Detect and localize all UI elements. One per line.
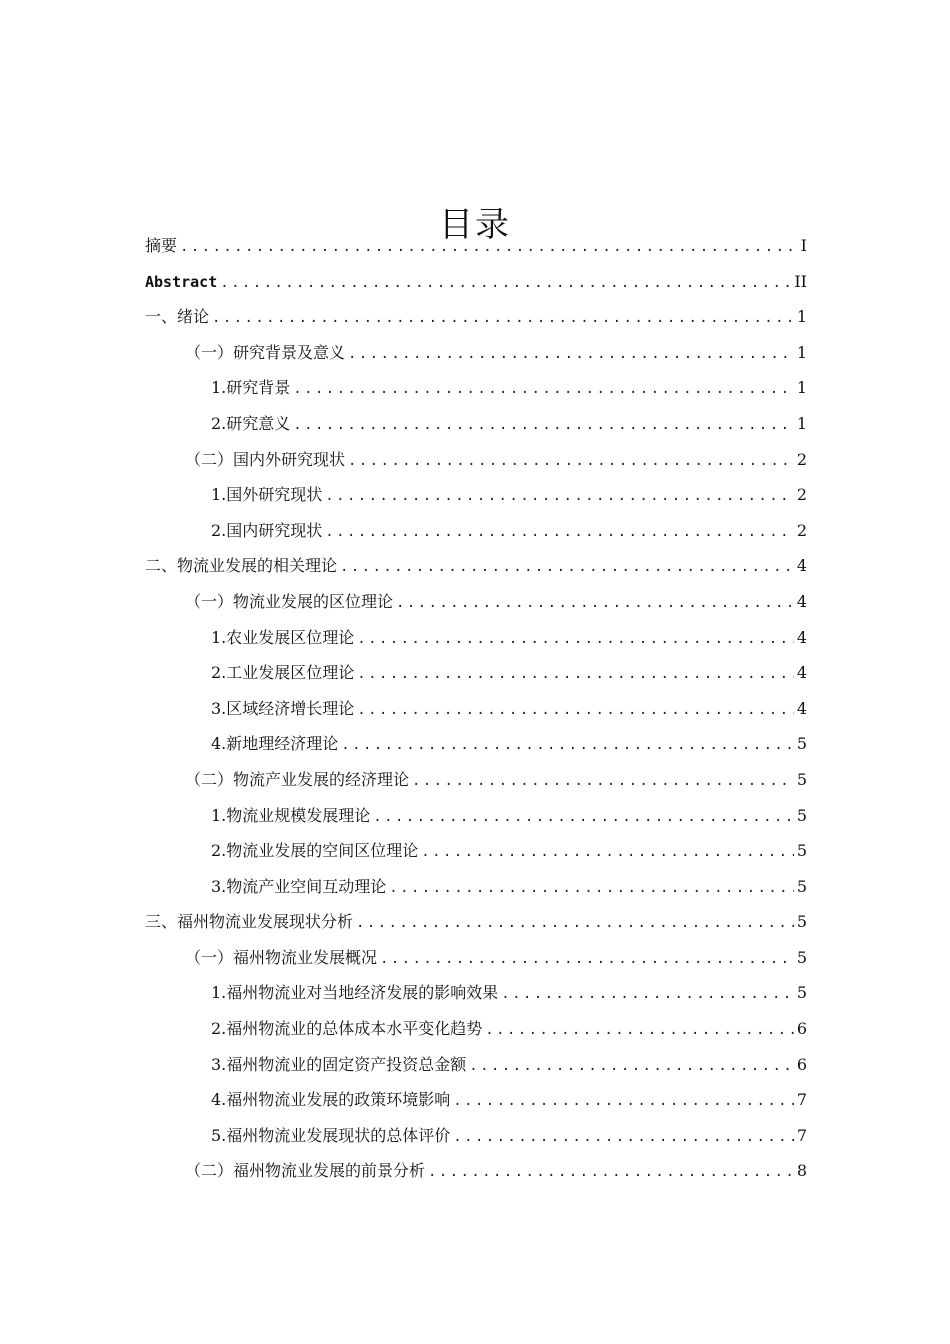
toc-entry-label: 4.福州物流业发展的政策环境影响 xyxy=(211,1090,451,1110)
dot-leader xyxy=(412,764,794,800)
toc-entry[interactable] xyxy=(145,940,807,976)
toc-entry-page-number: 2 xyxy=(796,520,807,540)
toc-entry-page-number: 2 xyxy=(796,485,807,505)
dot-leader xyxy=(325,479,794,515)
toc-entry[interactable] xyxy=(145,975,807,1011)
toc-entry-page-number: 5 xyxy=(796,805,807,825)
toc-entry-page-number: 2 xyxy=(796,449,807,469)
dot-leader xyxy=(396,586,794,622)
toc-entry-label: 二、物流业发展的相关理论 xyxy=(145,556,338,576)
dot-leader xyxy=(389,871,794,907)
toc-entry-page-number: 5 xyxy=(796,912,807,932)
dot-leader xyxy=(212,301,794,337)
toc-entry[interactable] xyxy=(145,584,807,620)
toc-entry-page-number: 8 xyxy=(796,1161,807,1181)
toc-entry-label: （二）国内外研究现状 xyxy=(185,449,346,469)
dot-leader xyxy=(357,622,794,658)
toc-entry-label: 一、绪论 xyxy=(145,307,210,327)
dot-leader xyxy=(356,906,794,942)
toc-entry-page-number: I xyxy=(800,236,807,255)
toc-entry-page-number: 5 xyxy=(796,734,807,754)
toc-entry-page-number: 7 xyxy=(796,1090,807,1110)
toc-entry-label: 3.福州物流业的固定资产投资总金额 xyxy=(211,1054,467,1074)
toc-entry[interactable] xyxy=(145,655,807,691)
dot-leader xyxy=(293,408,794,444)
toc-entry-label: 1.国外研究现状 xyxy=(211,485,323,505)
toc-entry-page-number: 1 xyxy=(796,307,807,327)
dot-leader xyxy=(453,1084,794,1120)
toc-entry-label: 2.国内研究现状 xyxy=(211,520,323,540)
toc-entry-page-number: 4 xyxy=(796,556,807,576)
dot-leader xyxy=(341,728,794,764)
toc-entry[interactable] xyxy=(145,798,807,834)
toc-entry-page-number: 1 xyxy=(796,378,807,398)
dot-leader xyxy=(293,372,794,408)
toc-entry[interactable] xyxy=(145,1118,807,1154)
toc-entry-label: （一）物流业发展的区位理论 xyxy=(185,591,394,611)
dot-leader xyxy=(380,942,794,978)
toc-entry[interactable] xyxy=(145,1011,807,1047)
dot-leader xyxy=(501,977,794,1013)
dot-leader xyxy=(348,444,794,480)
toc-entry-page-number: 1 xyxy=(796,413,807,433)
toc-entry-page-number: 5 xyxy=(796,983,807,1003)
toc-entry-label: （二）福州物流业发展的前景分析 xyxy=(185,1161,426,1181)
toc-entry-page-number: 5 xyxy=(796,876,807,896)
toc-entry[interactable] xyxy=(145,726,807,762)
dot-leader xyxy=(348,337,794,373)
toc-entry-label: 3.物流产业空间互动理论 xyxy=(211,876,387,896)
toc-entry-page-number: 5 xyxy=(796,841,807,861)
toc-entry-label: （二）物流产业发展的经济理论 xyxy=(185,769,410,789)
toc-entry-label: 1.物流业规模发展理论 xyxy=(211,805,371,825)
toc-entry[interactable] xyxy=(145,228,807,264)
toc-entry-label: 2.福州物流业的总体成本水平变化趋势 xyxy=(211,1019,483,1039)
toc-entry-page-number: II xyxy=(794,271,807,291)
toc-entry-label: 1.福州物流业对当地经济发展的影响效果 xyxy=(211,983,499,1003)
dot-leader xyxy=(428,1155,794,1191)
toc-entry[interactable] xyxy=(145,335,807,371)
toc-title: 目录 xyxy=(439,204,511,245)
dot-leader xyxy=(485,1013,794,1049)
toc-entry-page-number: 4 xyxy=(796,627,807,647)
toc-entry[interactable] xyxy=(145,762,807,798)
toc-entry-label: 1.研究背景 xyxy=(211,378,291,398)
toc-entry-page-number: 6 xyxy=(796,1054,807,1074)
toc-entry-page-number: 7 xyxy=(796,1125,807,1145)
toc-entry-page-number: 1 xyxy=(796,342,807,362)
dot-leader xyxy=(180,230,798,266)
toc-entry-label: 1.农业发展区位理论 xyxy=(211,627,355,647)
toc-entry-page-number: 4 xyxy=(796,698,807,718)
dot-leader xyxy=(325,515,794,551)
toc-entry[interactable] xyxy=(145,406,807,442)
toc-entry-label: （一）福州物流业发展概况 xyxy=(185,947,378,967)
toc-entry-label: 3.区域经济增长理论 xyxy=(211,698,355,718)
dot-leader xyxy=(220,266,791,302)
toc-entry[interactable] xyxy=(145,833,807,869)
toc-entry-page-number: 5 xyxy=(796,769,807,789)
dot-leader xyxy=(469,1049,794,1085)
toc-entry-label: 2.物流业发展的空间区位理论 xyxy=(211,841,419,861)
toc-entry-page-number: 4 xyxy=(796,663,807,683)
toc-list xyxy=(145,228,807,1189)
toc-entry-label: 三、福州物流业发展现状分析 xyxy=(145,912,354,932)
toc-entry-label: （一）研究背景及意义 xyxy=(185,342,346,362)
toc-entry[interactable] xyxy=(145,513,807,549)
toc-entry-page-number: 6 xyxy=(796,1019,807,1039)
toc-entry-label: 5.福州物流业发展现状的总体评价 xyxy=(211,1125,451,1145)
dot-leader xyxy=(421,835,794,871)
toc-entry-label: 摘要 xyxy=(145,236,178,255)
toc-entry[interactable] xyxy=(145,869,807,905)
dot-leader xyxy=(357,657,794,693)
toc-entry[interactable] xyxy=(145,904,807,940)
toc-entry-label: 2.研究意义 xyxy=(211,413,291,433)
toc-entry-page-number: 4 xyxy=(796,591,807,611)
toc-entry[interactable] xyxy=(145,1047,807,1083)
toc-entry[interactable] xyxy=(145,620,807,656)
toc-entry-page-number: 5 xyxy=(796,947,807,967)
toc-entry-label: 2.工业发展区位理论 xyxy=(211,663,355,683)
toc-entry-label: Abstract xyxy=(145,272,218,291)
toc-entry[interactable] xyxy=(145,370,807,406)
toc-entry[interactable] xyxy=(145,442,807,478)
dot-leader xyxy=(357,693,794,729)
toc-entry-label: 4.新地理经济理论 xyxy=(211,734,339,754)
toc-entry[interactable] xyxy=(145,1082,807,1118)
toc-entry[interactable] xyxy=(145,548,807,584)
toc-entry[interactable] xyxy=(145,264,807,300)
dot-leader xyxy=(453,1120,794,1156)
toc-entry[interactable] xyxy=(145,691,807,727)
dot-leader xyxy=(373,800,794,836)
dot-leader xyxy=(340,550,794,586)
toc-entry[interactable] xyxy=(145,299,807,335)
toc-entry[interactable] xyxy=(145,1153,807,1189)
toc-entry[interactable] xyxy=(145,477,807,513)
